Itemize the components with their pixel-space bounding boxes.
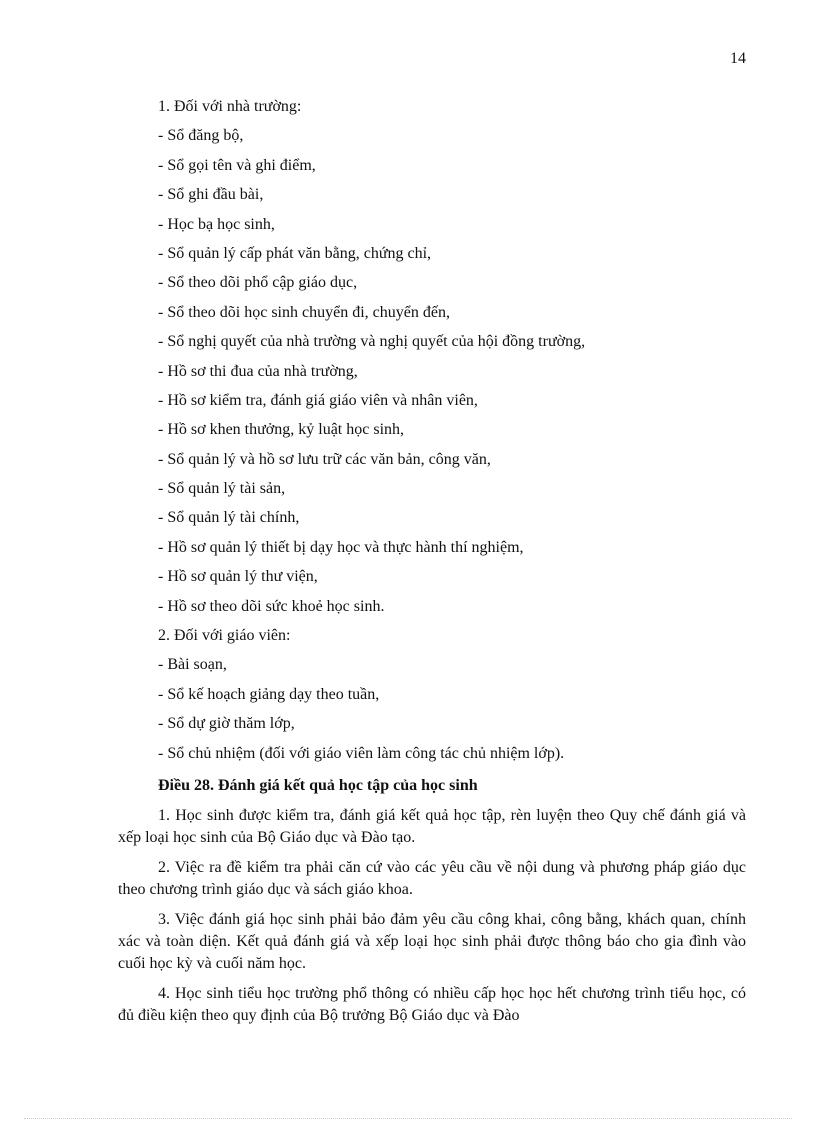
list-item: - Sổ quản lý tài sản, (158, 480, 286, 498)
article-paragraph: 4. Học sinh tiểu học trường phổ thông có nhiều cấp học học hết chương trình tiểu học, có đủ điều kiện theo quy định của Bộ trưởng Bộ Giáo dục và Đào (118, 985, 746, 1024)
list-item: - Sổ theo dõi phổ cập giáo dục, (158, 274, 358, 292)
article-paragraph: 1. Học sinh được kiểm tra, đánh giá kết quả học tập, rèn luyện theo Quy chế đánh giá và xếp loại học sinh của Bộ Giáo dục và Đào tạo. (118, 807, 746, 846)
teacher-section-title: 2. Đối với giáo viên: (158, 627, 291, 645)
list-item: - Bài soạn, (158, 656, 227, 674)
list-item: - Hồ sơ kiểm tra, đánh giá giáo viên và nhân viên, (158, 391, 478, 409)
list-item: - Hồ sơ theo dõi sức khoẻ học sinh. (158, 597, 385, 615)
school-section-title: 1. Đối với nhà trường: (158, 98, 302, 115)
list-item: - Học bạ học sinh, (158, 215, 275, 233)
list-item: - Sổ gọi tên và ghi điểm, (158, 156, 316, 174)
page-bottom-divider (24, 1118, 792, 1119)
list-item: - Sổ đăng bộ, (158, 127, 244, 145)
article-paragraph: 3. Việc đánh giá học sinh phải bảo đảm yêu cầu công khai, công bằng, khách quan, chính xác và toàn diện. Kết quả đánh giá và xếp loại học sinh phải được thông báo cho gia đình vào cuối học kỳ và cuối năm học. (118, 911, 746, 972)
list-item: - Hồ sơ thi đua của nhà trường, (158, 362, 358, 380)
list-item: - Sổ quản lý và hồ sơ lưu trữ các văn bản, công văn, (158, 450, 491, 468)
records-list (158, 96, 746, 772)
article-body (118, 805, 746, 1027)
list-item: - Sổ dự giờ thăm lớp, (158, 715, 295, 733)
list-item: - Sổ quản lý cấp phát văn bằng, chứng chỉ, (158, 244, 432, 262)
page-number: 14 (730, 50, 746, 67)
list-item: - Sổ ghi đầu bài, (158, 186, 264, 204)
list-item: - Sổ nghị quyết của nhà trường và nghị quyết của hội đồng trường, (158, 333, 586, 351)
list-item: - Hồ sơ quản lý thư viện, (158, 568, 318, 586)
list-item: - Sổ kế hoạch giảng dạy theo tuần, (158, 685, 380, 703)
list-item: - Sổ chủ nhiệm (đối với giáo viên làm công tác chủ nhiệm lớp). (158, 744, 565, 762)
list-item: - Hồ sơ khen thưởng, kỷ luật học sinh, (158, 421, 405, 439)
article-paragraph: 2. Việc ra đề kiểm tra phải căn cứ vào các yêu cầu về nội dung và phương pháp giáo dục theo chương trình giáo dục và sách giáo khoa. (118, 859, 746, 898)
list-item: - Sổ theo dõi học sinh chuyển đi, chuyển đến, (158, 303, 450, 321)
list-item: - Hồ sơ quản lý thiết bị dạy học và thực hành thí nghiệm, (158, 538, 524, 556)
article-heading: Điều 28. Đánh giá kết quả học tập của học sinh (158, 777, 478, 794)
list-item: - Sổ quản lý tài chính, (158, 509, 300, 527)
